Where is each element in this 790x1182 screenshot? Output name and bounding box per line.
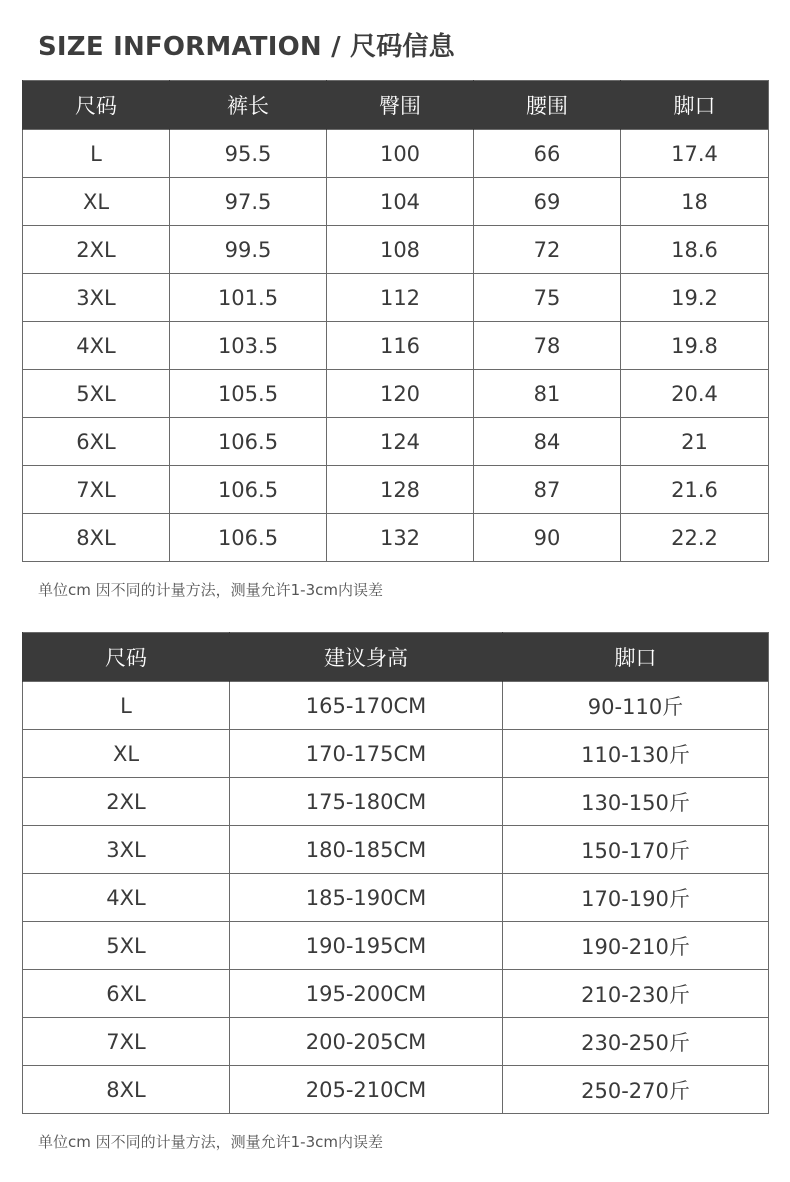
table-cell: 185-190CM — [230, 874, 503, 922]
table-cell: 180-185CM — [230, 826, 503, 874]
table-cell: 165-170CM — [230, 682, 503, 730]
table-cell: 104 — [327, 178, 474, 226]
table-cell: 7XL — [23, 466, 170, 514]
table-row — [23, 682, 769, 730]
table-cell: 18 — [621, 178, 769, 226]
table-cell: 8XL — [23, 1066, 230, 1114]
table-cell: XL — [23, 178, 170, 226]
table-cell: 112 — [327, 274, 474, 322]
table-cell: 195-200CM — [230, 970, 503, 1018]
table-cell: 21.6 — [621, 466, 769, 514]
table-cell: 75 — [474, 274, 621, 322]
table-row — [23, 226, 769, 274]
table-row — [23, 730, 769, 778]
table-cell: 103.5 — [170, 322, 327, 370]
header-suggested-height: 建议身高 — [230, 633, 503, 682]
table-cell: 108 — [327, 226, 474, 274]
table-cell: 72 — [474, 226, 621, 274]
table-cell: 81 — [474, 370, 621, 418]
header-size: 尺码 — [23, 633, 230, 682]
table-cell: 130-150斤 — [503, 778, 769, 826]
table-header-row — [23, 81, 769, 130]
table-cell: 7XL — [23, 1018, 230, 1066]
table-header-row — [23, 633, 769, 682]
table-cell: 190-210斤 — [503, 922, 769, 970]
table-cell: 3XL — [23, 826, 230, 874]
table-row — [23, 1018, 769, 1066]
table-cell: 116 — [327, 322, 474, 370]
table-cell: 230-250斤 — [503, 1018, 769, 1066]
table-row — [23, 274, 769, 322]
table-cell: 90 — [474, 514, 621, 562]
table-row — [23, 130, 769, 178]
table-cell: 4XL — [23, 322, 170, 370]
table-cell: XL — [23, 730, 230, 778]
table-cell: 2XL — [23, 778, 230, 826]
table-cell: 4XL — [23, 874, 230, 922]
table-cell: 69 — [474, 178, 621, 226]
table-cell: 17.4 — [621, 130, 769, 178]
table-row — [23, 322, 769, 370]
table-cell: 101.5 — [170, 274, 327, 322]
table-cell: 100 — [327, 130, 474, 178]
table-cell: 21 — [621, 418, 769, 466]
table-cell: 106.5 — [170, 466, 327, 514]
table-cell: 3XL — [23, 274, 170, 322]
table-cell: 18.6 — [621, 226, 769, 274]
table-cell: 106.5 — [170, 418, 327, 466]
table-cell: 8XL — [23, 514, 170, 562]
table-cell: 150-170斤 — [503, 826, 769, 874]
size-measurement-table — [22, 80, 769, 562]
table-cell: 205-210CM — [230, 1066, 503, 1114]
table-row — [23, 970, 769, 1018]
table-cell: 6XL — [23, 418, 170, 466]
table-row — [23, 514, 769, 562]
table-cell: 66 — [474, 130, 621, 178]
table-cell: 210-230斤 — [503, 970, 769, 1018]
table-row — [23, 778, 769, 826]
table-cell: 170-175CM — [230, 730, 503, 778]
table-cell: 6XL — [23, 970, 230, 1018]
table-cell: 84 — [474, 418, 621, 466]
table-row — [23, 466, 769, 514]
table-cell: 250-270斤 — [503, 1066, 769, 1114]
table-row — [23, 874, 769, 922]
table-cell: 87 — [474, 466, 621, 514]
table-row — [23, 370, 769, 418]
page-title: SIZE INFORMATION / 尺码信息 — [38, 32, 455, 62]
table-cell: 200-205CM — [230, 1018, 503, 1066]
table-row — [23, 1066, 769, 1114]
table-cell: 110-130斤 — [503, 730, 769, 778]
table-cell: 95.5 — [170, 130, 327, 178]
header-pants-length: 裤长 — [170, 81, 327, 130]
table-cell: 120 — [327, 370, 474, 418]
table-cell: 19.8 — [621, 322, 769, 370]
table-cell: 5XL — [23, 922, 230, 970]
table-cell: 190-195CM — [230, 922, 503, 970]
header-leg-opening: 脚口 — [503, 633, 769, 682]
table-cell: 2XL — [23, 226, 170, 274]
table-cell: 170-190斤 — [503, 874, 769, 922]
size-recommendation-table — [22, 632, 769, 1114]
table-row — [23, 922, 769, 970]
table-cell: 175-180CM — [230, 778, 503, 826]
table-cell: 128 — [327, 466, 474, 514]
table-row — [23, 418, 769, 466]
table-cell: 22.2 — [621, 514, 769, 562]
measurement-note: 单位cm 因不同的计量方法，测量允许1-3cm内误差 — [38, 581, 383, 599]
table-cell: 19.2 — [621, 274, 769, 322]
table-cell: 99.5 — [170, 226, 327, 274]
table-cell: 5XL — [23, 370, 170, 418]
table-cell: 124 — [327, 418, 474, 466]
table-row — [23, 826, 769, 874]
table-cell: 132 — [327, 514, 474, 562]
table-cell: 78 — [474, 322, 621, 370]
table-cell: 90-110斤 — [503, 682, 769, 730]
table-row — [23, 178, 769, 226]
header-size: 尺码 — [23, 81, 170, 130]
table-cell: 106.5 — [170, 514, 327, 562]
header-waist: 腰围 — [474, 81, 621, 130]
table-cell: L — [23, 130, 170, 178]
table-cell: 20.4 — [621, 370, 769, 418]
header-leg-opening: 脚口 — [621, 81, 769, 130]
header-hip: 臀围 — [327, 81, 474, 130]
table-cell: 97.5 — [170, 178, 327, 226]
measurement-note: 单位cm 因不同的计量方法，测量允许1-3cm内误差 — [38, 1133, 383, 1151]
table-cell: L — [23, 682, 230, 730]
table-cell: 105.5 — [170, 370, 327, 418]
